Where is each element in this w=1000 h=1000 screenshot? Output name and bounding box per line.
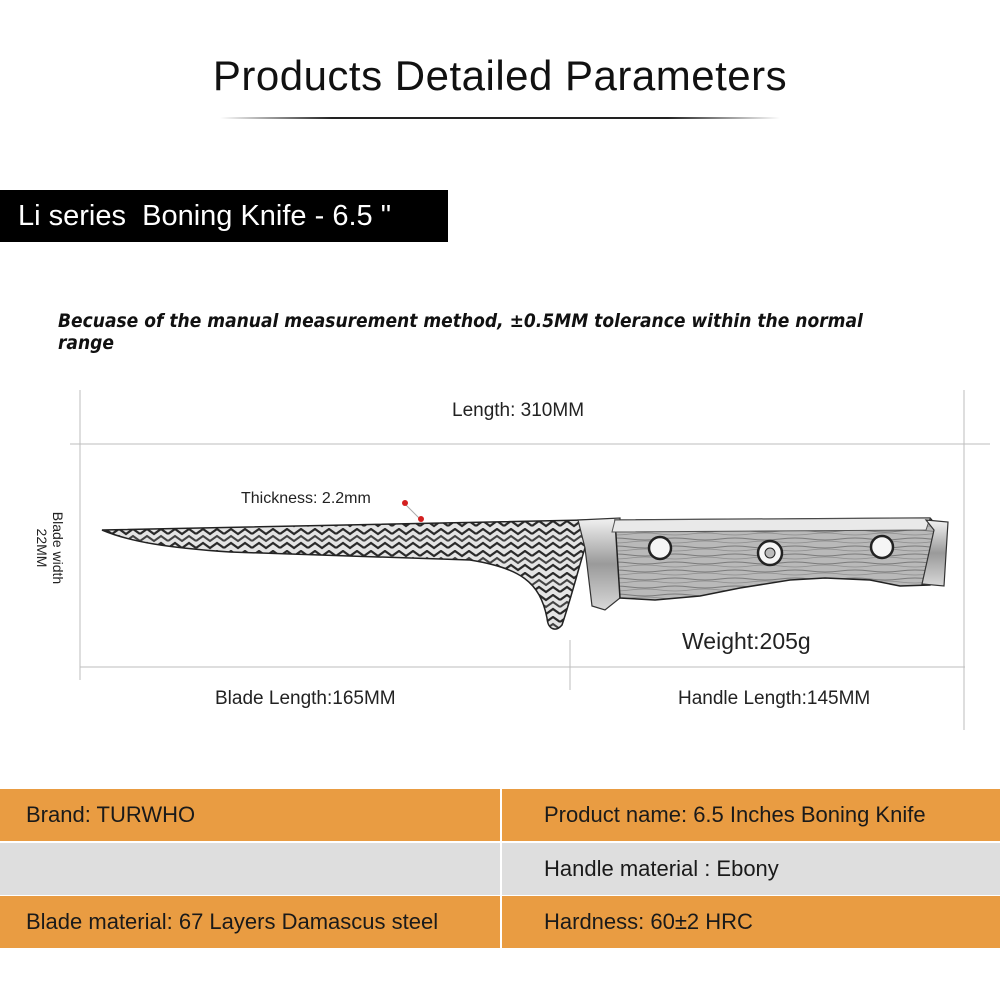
spec-divider bbox=[500, 843, 502, 895]
thickness-marker-dot bbox=[418, 516, 424, 522]
title-underline bbox=[220, 117, 780, 119]
blade-length-label: Blade Length:165MM bbox=[215, 688, 396, 709]
brand-cell: Brand: TURWHO bbox=[26, 802, 196, 827]
handle-rivet-center bbox=[765, 548, 775, 558]
handle-rivet bbox=[649, 537, 671, 559]
blade-width-value: 22MM bbox=[34, 528, 50, 568]
handle-material-cell: Handle material : Ebony bbox=[544, 856, 779, 881]
handle-length-label: Handle Length:145MM bbox=[678, 688, 871, 709]
blade-material-cell: Blade material: 67 Layers Damascus steel bbox=[26, 909, 439, 934]
page-title: Products Detailed Parameters bbox=[212, 52, 788, 99]
spec-divider bbox=[500, 789, 502, 841]
knife-handle-spine bbox=[612, 518, 930, 532]
length-label: Length: 310MM bbox=[452, 400, 585, 421]
series-banner: Li series Boning Knife - 6.5 " bbox=[0, 190, 448, 242]
spec-divider bbox=[500, 896, 502, 948]
thickness-label: Thickness: 2.2mm bbox=[241, 490, 371, 507]
hardness-cell: Hardness: 60±2 HRC bbox=[544, 909, 753, 934]
knife-diagram bbox=[0, 380, 1000, 740]
product-name-cell: Product name: 6.5 Inches Boning Knife bbox=[544, 802, 926, 827]
spec-row-brand bbox=[0, 789, 1000, 841]
handle-rivet bbox=[871, 536, 893, 558]
knife-blade bbox=[102, 520, 585, 629]
blade-width-caption: Blade width bbox=[50, 511, 66, 585]
blade-width-label bbox=[34, 512, 66, 584]
tolerance-note: Becuase of the manual measurement method, ±0.5MM tolerance within the normal range bbox=[58, 310, 863, 354]
thickness-marker-dot bbox=[402, 500, 408, 506]
spec-row-blade bbox=[0, 896, 1000, 948]
weight-label: Weight:205g bbox=[682, 628, 811, 654]
spec-row-handle bbox=[0, 843, 1000, 895]
